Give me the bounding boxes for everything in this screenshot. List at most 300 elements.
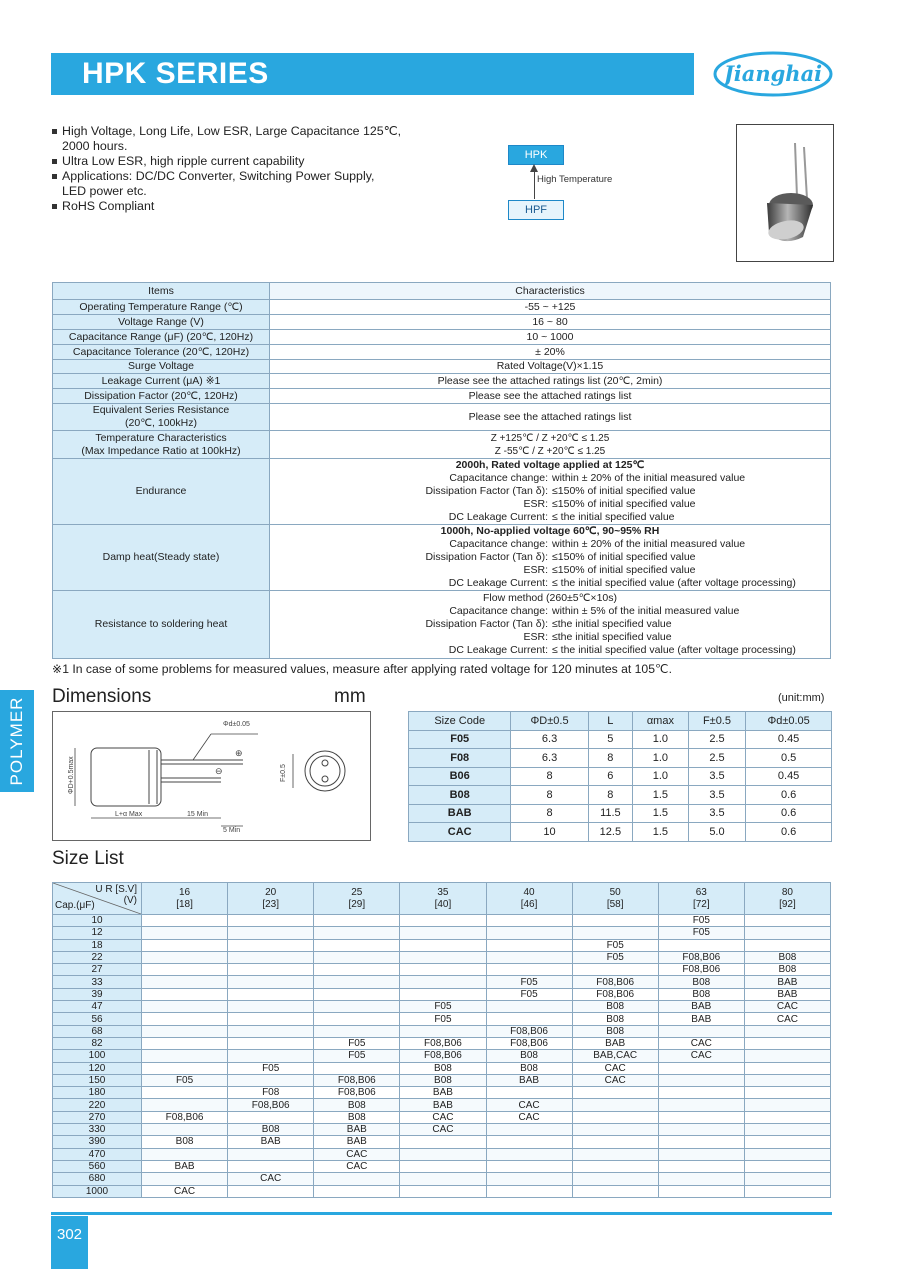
size-code-cell — [658, 1124, 744, 1136]
size-code-cell — [142, 1025, 228, 1037]
size-code-cell — [658, 1087, 744, 1099]
size-code-cell: CAC — [744, 1013, 830, 1025]
size-code-cell: F08,B06 — [486, 1037, 572, 1049]
dimensions-title: Dimensions — [52, 686, 152, 707]
surge-voltage: [29] — [348, 898, 366, 910]
size-code-cell — [228, 1185, 314, 1197]
capacitance-cell: 560 — [53, 1160, 142, 1172]
size-code-cell — [228, 1160, 314, 1172]
page-number: 302 — [56, 1226, 83, 1243]
size-code-cell — [744, 1148, 830, 1160]
detail-value: within ± 20% of the initial measured value — [552, 538, 746, 550]
detail-value: ≤150% of initial specified value — [552, 564, 696, 576]
size-code-cell: F05 — [658, 915, 744, 927]
f-label: F±0.5 — [280, 764, 287, 782]
table-row — [53, 1136, 831, 1148]
dimension-cell: 6 — [588, 767, 632, 786]
dimension-cell: 1.0 — [633, 767, 689, 786]
voltage-header — [744, 883, 830, 915]
size-code-cell: B08 — [409, 786, 511, 805]
table-row — [53, 431, 831, 459]
size-code-cell: BAB — [658, 1013, 744, 1025]
size-code-cell — [228, 964, 314, 976]
feature-item: Ultra Low ESR, high ripple current capability — [52, 154, 422, 169]
corner-voltage-label — [95, 884, 137, 906]
capacitance-cell: 150 — [53, 1074, 142, 1086]
size-code-cell — [314, 1025, 400, 1037]
table-row — [53, 976, 831, 988]
spec-item: Dissipation Factor (20℃, 120Hz) — [53, 389, 270, 404]
arrow-up-icon — [530, 164, 538, 172]
size-code-cell — [658, 1062, 744, 1074]
table-row — [53, 1111, 831, 1123]
dimension-cell: 8 — [511, 786, 588, 805]
size-code-cell — [314, 976, 400, 988]
phi-D-label: ΦD+0.5max — [68, 756, 75, 794]
size-code-cell: F05 — [486, 988, 572, 1000]
size-code-cell — [744, 1087, 830, 1099]
rated-voltage: 16 — [179, 886, 191, 898]
spec-item: Resistance to soldering heat — [53, 591, 270, 659]
detail-value: ≤ the initial specified value — [552, 511, 675, 523]
size-code-cell — [228, 1025, 314, 1037]
table-row — [53, 404, 831, 431]
table-row — [53, 1025, 831, 1037]
size-code-cell: CAC — [744, 1001, 830, 1013]
size-code-cell: BAB — [486, 1074, 572, 1086]
size-code-cell — [572, 1124, 658, 1136]
size-code-cell: CAC — [314, 1160, 400, 1172]
table-row — [409, 804, 832, 823]
size-code-cell — [400, 1173, 486, 1185]
size-code-cell — [314, 1173, 400, 1185]
size-code-cell — [486, 964, 572, 976]
size-code-cell — [572, 927, 658, 939]
dimension-cell: 11.5 — [588, 804, 632, 823]
capacitance-cell: 680 — [53, 1173, 142, 1185]
spec-item-line: Equivalent Series Resistance — [92, 404, 230, 416]
rated-voltage: 35 — [437, 886, 449, 898]
table-header-row — [53, 883, 831, 915]
size-code-cell — [228, 1001, 314, 1013]
size-code-cell — [142, 1124, 228, 1136]
capacitance-cell: 27 — [53, 964, 142, 976]
size-code-cell — [400, 1025, 486, 1037]
detail-label: ESR: — [523, 631, 548, 643]
size-code-cell — [142, 964, 228, 976]
size-code-cell: B08 — [228, 1124, 314, 1136]
size-code-cell: CAC — [400, 1124, 486, 1136]
size-code-cell — [314, 1001, 400, 1013]
capacitance-cell: 180 — [53, 1087, 142, 1099]
size-code-cell: CAC — [486, 1099, 572, 1111]
capacitance-cell: 82 — [53, 1037, 142, 1049]
spec-item: Damp heat(Steady state) — [53, 525, 270, 591]
size-code-cell — [572, 1185, 658, 1197]
capacitance-cell: 33 — [53, 976, 142, 988]
size-code-cell: F05 — [409, 730, 511, 749]
table-row — [409, 749, 832, 768]
size-code-cell: F08,B06 — [314, 1074, 400, 1086]
size-code-cell: B08 — [658, 976, 744, 988]
size-code-cell — [572, 1136, 658, 1148]
size-code-cell — [400, 939, 486, 951]
dimension-cell: 0.6 — [746, 786, 832, 805]
spec-item: Surge Voltage — [53, 360, 270, 374]
dimension-cell: 2.5 — [688, 730, 746, 749]
product-photo — [736, 124, 834, 262]
size-code-cell — [400, 988, 486, 1000]
size-code-cell: F05 — [228, 1062, 314, 1074]
column-header: αmax — [633, 712, 689, 731]
table-row — [53, 1001, 831, 1013]
table-row — [53, 964, 831, 976]
dimension-cell: 8 — [588, 786, 632, 805]
table-row — [53, 389, 831, 404]
size-code-cell — [744, 1025, 830, 1037]
table-row — [53, 951, 831, 963]
dimension-cell: 8 — [588, 749, 632, 768]
capacitance-cell: 120 — [53, 1062, 142, 1074]
size-code-cell — [658, 1185, 744, 1197]
size-code-cell: BAB — [314, 1124, 400, 1136]
rated-voltage: 25 — [351, 886, 363, 898]
detail-value: ≤150% of initial specified value — [552, 485, 696, 497]
capacitance-cell: 220 — [53, 1099, 142, 1111]
brand-name: Jianghai — [723, 61, 823, 86]
size-code-cell: CAC — [572, 1074, 658, 1086]
size-code-cell — [486, 951, 572, 963]
size-code-cell — [658, 939, 744, 951]
size-code-cell — [314, 1185, 400, 1197]
surge-voltage: [18] — [176, 898, 193, 910]
size-code-cell — [228, 1111, 314, 1123]
size-code-cell — [400, 1148, 486, 1160]
size-code-cell — [314, 915, 400, 927]
size-code-cell — [142, 1087, 228, 1099]
feature-item-cont: LED power etc. — [62, 184, 147, 198]
table-row — [53, 300, 831, 315]
voltage-axis-label: U R [S.V] — [95, 884, 137, 895]
detail-label: DC Leakage Current: — [448, 644, 548, 656]
length-label: L+α Max — [115, 811, 143, 818]
spec-value: Rated Voltage(V)×1.15 — [270, 360, 831, 374]
column-header-items: Items — [53, 283, 270, 300]
size-code-cell — [400, 964, 486, 976]
size-code-cell — [486, 1013, 572, 1025]
size-code-cell — [228, 1050, 314, 1062]
size-code-cell — [658, 1025, 744, 1037]
voltage-header — [658, 883, 744, 915]
size-code-cell — [142, 1062, 228, 1074]
high-temperature-label: High Temperature — [537, 174, 613, 185]
detail-label: Capacitance change: — [449, 472, 548, 484]
dimensions-unit: mm — [334, 686, 366, 707]
dimension-cell: 8 — [511, 767, 588, 786]
size-code-cell — [142, 1099, 228, 1111]
size-code-cell: B08 — [314, 1099, 400, 1111]
capacitance-cell: 68 — [53, 1025, 142, 1037]
footnote: ※1 In case of some problems for measured values, measure after applying rated voltage for 120 minutes at 105℃. — [52, 662, 673, 676]
size-code-cell — [572, 1173, 658, 1185]
size-code-cell — [142, 939, 228, 951]
size-code-cell — [658, 1074, 744, 1086]
detail-label: Dissipation Factor (Tan δ): — [425, 551, 548, 563]
size-code-cell — [486, 1173, 572, 1185]
detail-label: Dissipation Factor (Tan δ): — [425, 485, 548, 497]
size-code-cell — [572, 1087, 658, 1099]
table-row — [409, 730, 832, 749]
size-code-cell: F05 — [572, 951, 658, 963]
dimension-cell: 1.0 — [633, 749, 689, 768]
size-code-cell: B08 — [400, 1074, 486, 1086]
size-code-cell — [572, 1099, 658, 1111]
detail-value: ≤150% of initial specified value — [552, 498, 696, 510]
spec-item — [53, 431, 270, 459]
size-code-cell: BAB — [572, 1037, 658, 1049]
table-row — [409, 767, 832, 786]
size-code-cell — [486, 1087, 572, 1099]
dimensions-unit-label: (unit:mm) — [778, 692, 825, 704]
size-code-cell — [228, 915, 314, 927]
dimension-drawing — [52, 711, 371, 841]
spec-value — [270, 459, 831, 525]
table-header-row — [53, 283, 831, 300]
size-code-cell: F08,B06 — [486, 1025, 572, 1037]
spec-value — [270, 591, 831, 659]
size-code-cell — [744, 1074, 830, 1086]
voltage-header — [314, 883, 400, 915]
size-code-cell: BAB — [400, 1087, 486, 1099]
dimension-cell: 0.45 — [746, 730, 832, 749]
series-tag-hpf: HPF — [508, 200, 564, 220]
rated-voltage: 50 — [609, 886, 621, 898]
size-code-cell — [486, 1124, 572, 1136]
size-code-cell — [228, 939, 314, 951]
size-code-cell — [400, 927, 486, 939]
capacitance-cell: 330 — [53, 1124, 142, 1136]
dimension-table — [408, 711, 832, 842]
spec-item: Operating Temperature Range (℃) — [53, 300, 270, 315]
size-code-cell — [658, 1160, 744, 1172]
table-row — [53, 1124, 831, 1136]
size-code-cell: B08 — [744, 951, 830, 963]
size-code-cell — [228, 1148, 314, 1160]
table-row — [53, 1087, 831, 1099]
size-code-cell: CAC — [409, 823, 511, 842]
spec-item-line: Temperature Characteristics — [95, 431, 227, 444]
size-code-cell: BAB — [409, 804, 511, 823]
voltage-header — [400, 883, 486, 915]
detail-value: ≤ the initial specified value (after voltage processing) — [552, 644, 796, 656]
size-code-cell: F08,B06 — [572, 976, 658, 988]
dimension-cell: 0.5 — [746, 749, 832, 768]
size-code-cell — [658, 1148, 744, 1160]
voltage-axis-unit: (V) — [123, 895, 137, 906]
detail-label: Capacitance change: — [449, 538, 548, 550]
footer-rule — [51, 1212, 832, 1215]
size-code-cell — [486, 1185, 572, 1197]
voltage-header — [142, 883, 228, 915]
table-row — [53, 1173, 831, 1185]
dimension-cell: 12.5 — [588, 823, 632, 842]
dimension-cell: 6.3 — [511, 749, 588, 768]
size-code-cell — [744, 915, 830, 927]
dimension-cell: 2.5 — [688, 749, 746, 768]
column-header-characteristics: Characteristics — [270, 283, 831, 300]
size-code-cell — [142, 1013, 228, 1025]
dimension-cell: 6.3 — [511, 730, 588, 749]
size-code-cell: BAB,CAC — [572, 1050, 658, 1062]
size-code-cell: F08,B06 — [572, 988, 658, 1000]
size-code-cell — [142, 1050, 228, 1062]
size-code-cell — [744, 1050, 830, 1062]
size-code-cell: F05 — [400, 1001, 486, 1013]
size-code-cell — [744, 1124, 830, 1136]
capacitance-cell: 56 — [53, 1013, 142, 1025]
size-code-cell: B08 — [572, 1025, 658, 1037]
feature-list — [52, 124, 422, 214]
capacitance-cell: 390 — [53, 1136, 142, 1148]
table-row — [53, 915, 831, 927]
phi-d-label: Φd±0.05 — [223, 721, 250, 728]
size-code-cell: CAC — [486, 1111, 572, 1123]
table-row — [53, 1050, 831, 1062]
size-code-cell — [486, 1148, 572, 1160]
detail-label: ESR: — [523, 498, 548, 510]
size-code-cell: F05 — [314, 1050, 400, 1062]
detail-value: ≤the initial specified value — [552, 631, 672, 643]
corner-header-cell — [53, 883, 142, 915]
capacitance-cell: 270 — [53, 1111, 142, 1123]
size-code-cell — [142, 951, 228, 963]
size-code-cell — [486, 915, 572, 927]
size-code-cell — [228, 1013, 314, 1025]
spec-value: -55 ~ +125 — [270, 300, 831, 315]
dimension-cell: 10 — [511, 823, 588, 842]
detail-value: ≤ the initial specified value (after voltage processing) — [552, 577, 796, 589]
size-code-cell: B08 — [658, 988, 744, 1000]
size-code-cell — [228, 1074, 314, 1086]
series-title: HPK SERIES — [82, 57, 269, 90]
size-code-cell: BAB — [658, 1001, 744, 1013]
size-code-cell: B08 — [314, 1111, 400, 1123]
size-code-cell — [658, 1173, 744, 1185]
capacitance-axis-label: Cap.(μF) — [55, 900, 95, 911]
size-code-cell: F08,B06 — [142, 1111, 228, 1123]
size-code-cell: BAB — [142, 1160, 228, 1172]
size-code-cell: B08 — [400, 1062, 486, 1074]
spec-item-line: (Max Impedance Ratio at 100kHz) — [81, 444, 241, 457]
capacitance-cell: 12 — [53, 927, 142, 939]
size-code-cell: F08,B06 — [400, 1037, 486, 1049]
minus-icon: ⊖ — [215, 766, 223, 776]
surge-voltage: [46] — [520, 898, 538, 910]
impedance-ratio-line: Z -55℃ / Z +20℃ ≤ 1.25 — [494, 445, 606, 457]
size-code-cell — [744, 1173, 830, 1185]
capacitance-cell: 10 — [53, 915, 142, 927]
table-row — [53, 360, 831, 374]
feature-item-cont: 2000 hours. — [62, 139, 128, 153]
size-code-cell: CAC — [572, 1062, 658, 1074]
detail-label: DC Leakage Current: — [448, 511, 548, 523]
detail-value: within ± 20% of the initial measured value — [552, 472, 746, 484]
size-code-cell: F05 — [400, 1013, 486, 1025]
column-header: Φd±0.05 — [746, 712, 832, 731]
damp-condition: 1000h, No-applied voltage 60℃, 90~95% RH — [440, 525, 660, 537]
specification-table — [52, 282, 831, 659]
rated-voltage: 63 — [695, 886, 707, 898]
voltage-header — [228, 883, 314, 915]
size-code-cell — [142, 1037, 228, 1049]
spec-item: Voltage Range (V) — [53, 315, 270, 330]
table-row — [53, 345, 831, 360]
series-tag-hpk: HPK — [508, 145, 564, 165]
size-code-cell — [142, 1148, 228, 1160]
size-code-cell — [400, 1160, 486, 1172]
table-row — [53, 330, 831, 345]
size-code-cell — [228, 976, 314, 988]
size-code-cell: B08 — [486, 1050, 572, 1062]
size-code-cell: BAB — [228, 1136, 314, 1148]
dimension-cell: 3.5 — [688, 767, 746, 786]
size-code-cell — [744, 1136, 830, 1148]
capacitance-cell: 18 — [53, 939, 142, 951]
size-code-cell — [400, 976, 486, 988]
size-code-cell — [572, 915, 658, 927]
dimension-cell: 0.6 — [746, 804, 832, 823]
detail-label: ESR: — [523, 564, 548, 576]
size-code-cell — [572, 1148, 658, 1160]
detail-value: within ± 5% of the initial measured value — [552, 605, 740, 617]
size-code-cell — [400, 951, 486, 963]
size-code-cell — [744, 1111, 830, 1123]
size-code-cell — [314, 939, 400, 951]
dimension-cell: 3.5 — [688, 804, 746, 823]
size-code-cell: B08 — [744, 964, 830, 976]
size-code-cell: BAB — [400, 1099, 486, 1111]
capacitance-cell: 470 — [53, 1148, 142, 1160]
column-header: F±0.5 — [688, 712, 746, 731]
size-code-cell: F08,B06 — [228, 1099, 314, 1111]
size-code-cell — [142, 927, 228, 939]
min15-label: 15 Min — [187, 811, 209, 818]
table-row — [53, 927, 831, 939]
size-code-cell: F08,B06 — [658, 964, 744, 976]
table-row — [409, 786, 832, 805]
size-code-cell — [744, 927, 830, 939]
capacitance-cell: 1000 — [53, 1185, 142, 1197]
size-list-title: Size List — [52, 848, 124, 869]
size-code-cell — [400, 915, 486, 927]
capacitance-cell: 47 — [53, 1001, 142, 1013]
size-code-cell — [400, 1136, 486, 1148]
size-code-cell — [486, 1001, 572, 1013]
size-code-cell: F08 — [409, 749, 511, 768]
feature-item: High Voltage, Long Life, Low ESR, Large Capacitance 125℃, — [52, 124, 422, 139]
size-code-cell — [314, 988, 400, 1000]
size-code-cell: CAC — [314, 1148, 400, 1160]
dimension-cell: 1.5 — [633, 823, 689, 842]
surge-voltage: [23] — [262, 898, 280, 910]
size-code-cell — [658, 1099, 744, 1111]
detail-label: Capacitance change: — [449, 605, 548, 617]
dimension-cell: 0.6 — [746, 823, 832, 842]
size-code-cell: BAB — [314, 1136, 400, 1148]
capacitance-cell: 22 — [53, 951, 142, 963]
size-code-cell — [400, 1185, 486, 1197]
table-row — [409, 823, 832, 842]
